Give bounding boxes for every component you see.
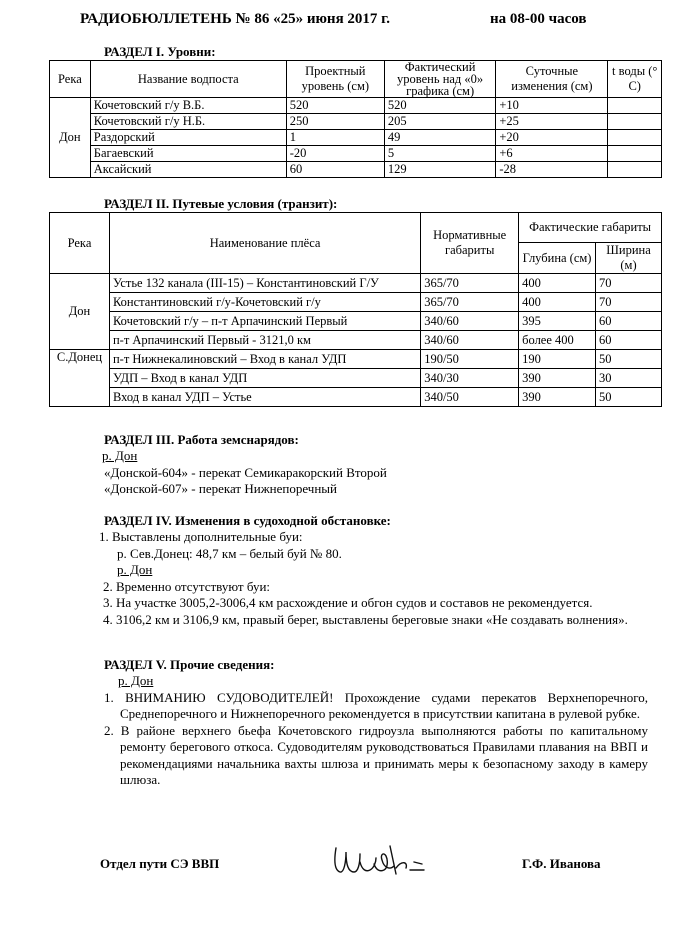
navigation-changes xyxy=(99,529,659,628)
water-temp xyxy=(608,162,662,178)
reach-name: п-т Нижнекалиновский – Вход в канал УДП xyxy=(109,350,420,369)
levels-header-change: Суточные изменения (см) xyxy=(496,61,608,98)
list-item: 2. В районе верхнего бьефа Кочетовского гидроузла выполняются работы по капитальному ремонту берегового откоса. Судоводителям руководствоваться Правилами плавания на ВВП и рекомендациями начальника вахты шлюза и принимать меры к безопасному заходу в камеру шлюза. xyxy=(104,722,648,787)
levels-table xyxy=(49,60,662,178)
normative-dims: 340/50 xyxy=(421,388,519,407)
project-level: 60 xyxy=(286,162,384,178)
reach-name: УДП – Вход в канал УДП xyxy=(109,369,420,388)
daily-change: +20 xyxy=(496,130,608,146)
table-row xyxy=(50,331,662,350)
route-header-row xyxy=(50,213,662,243)
normative-dims: 365/70 xyxy=(421,274,519,293)
route-header-actual: Фактические габариты xyxy=(519,213,662,243)
levels-header-actual: Фактический уровень над «0» графика (см) xyxy=(384,61,495,98)
list-item: 4. 3106,2 км и 3106,9 км, правый берег, выставлены береговые знаки «Не создавать волнения». xyxy=(103,611,628,627)
levels-header-name: Название водпоста xyxy=(90,61,286,98)
actual-width: 60 xyxy=(596,331,662,350)
actual-level: 205 xyxy=(384,114,495,130)
reach-name: Устье 132 канала (III-15) – Константиновский Г/У xyxy=(109,274,420,293)
project-level: -20 xyxy=(286,146,384,162)
actual-depth: 395 xyxy=(519,312,596,331)
section5-river: р. Дон xyxy=(118,673,154,688)
water-temp xyxy=(608,98,662,114)
signature-icon xyxy=(330,840,430,880)
table-row xyxy=(50,293,662,312)
section3-river: р. Дон xyxy=(102,448,138,463)
list-item: 1. ВНИМАНИЮ СУДОВОДИТЕЛЕЙ! Прохождение судами перекатов Верхнепоречного, Среднепоречного и Нижнепоречного рекомендуется в присутствии капитана в рулевой рубке. xyxy=(104,689,648,721)
gauge-name: Багаевский xyxy=(90,146,286,162)
section1-title: РАЗДЕЛ I. Уровни: xyxy=(104,44,216,59)
actual-width: 70 xyxy=(596,274,662,293)
daily-change: +6 xyxy=(496,146,608,162)
route-header-depth: Глубина (см) xyxy=(519,243,596,274)
levels-header-project: Проектный уровень (см) xyxy=(286,61,384,98)
actual-depth: 190 xyxy=(519,350,596,369)
levels-header-river: Река xyxy=(50,61,91,98)
actual-level: 520 xyxy=(384,98,495,114)
route-header-width: Ширина (м) xyxy=(596,243,662,274)
section4-river: р. Дон xyxy=(117,562,153,577)
gauge-name: Раздорский xyxy=(90,130,286,146)
route-river-donets: С.Донец xyxy=(50,350,110,407)
table-row xyxy=(50,312,662,331)
list-item: р. Сев.Донец: 48,7 км – белый буй № 80. xyxy=(117,545,342,561)
actual-level: 49 xyxy=(384,130,495,146)
actual-width: 30 xyxy=(596,369,662,388)
actual-depth: 400 xyxy=(519,274,596,293)
route-header-river: Река xyxy=(50,213,110,274)
table-row xyxy=(50,162,662,178)
bulletin-time: на 08-00 часов xyxy=(490,11,587,27)
actual-level: 129 xyxy=(384,162,495,178)
list-item: «Донской-607» - перекат Нижнепоречный xyxy=(104,481,337,496)
actual-depth: 390 xyxy=(519,369,596,388)
route-river-don: Дон xyxy=(50,274,110,350)
reach-name: п-т Арпачинский Первый - 3121,0 км xyxy=(109,331,420,350)
levels-header-temp: t воды (° С) xyxy=(608,61,662,98)
project-level: 1 xyxy=(286,130,384,146)
section5-title: РАЗДЕЛ V. Прочие сведения: xyxy=(104,657,275,672)
normative-dims: 340/60 xyxy=(421,312,519,331)
water-temp xyxy=(608,114,662,130)
table-row xyxy=(50,98,662,114)
levels-header-row xyxy=(50,61,662,98)
gauge-name: Кочетовский г/у Н.Б. xyxy=(90,114,286,130)
actual-width: 50 xyxy=(596,388,662,407)
normative-dims: 340/30 xyxy=(421,369,519,388)
bulletin-header xyxy=(80,11,640,28)
reach-name: Вход в канал УДП – Устье xyxy=(109,388,420,407)
actual-width: 60 xyxy=(596,312,662,331)
table-row xyxy=(50,146,662,162)
table-row xyxy=(50,350,662,369)
list-item: 1. Выставлены дополнительные буи: xyxy=(99,529,303,544)
signatory-name: Г.Ф. Иванова xyxy=(522,856,601,871)
list-item: 2. Временно отсутствуют буи: xyxy=(103,578,271,594)
actual-level: 5 xyxy=(384,146,495,162)
department-label: Отдел пути СЭ ВВП xyxy=(100,856,220,871)
table-row xyxy=(50,388,662,407)
route-table xyxy=(49,212,662,407)
water-temp xyxy=(608,130,662,146)
daily-change: +25 xyxy=(496,114,608,130)
normative-dims: 190/50 xyxy=(421,350,519,369)
levels-river-cell: Дон xyxy=(50,98,91,178)
gauge-name: Кочетовский г/у В.Б. xyxy=(90,98,286,114)
table-row xyxy=(50,369,662,388)
table-row xyxy=(50,130,662,146)
table-row xyxy=(50,274,662,293)
dredgers-list xyxy=(102,448,387,498)
actual-width: 50 xyxy=(596,350,662,369)
water-temp xyxy=(608,146,662,162)
section2-title: РАЗДЕЛ II. Путевые условия (транзит): xyxy=(104,196,338,211)
other-info xyxy=(102,673,650,789)
reach-name: Кочетовский г/у – п-т Арпачинский Первый xyxy=(109,312,420,331)
normative-dims: 340/60 xyxy=(421,331,519,350)
table-row xyxy=(50,114,662,130)
actual-depth: 390 xyxy=(519,388,596,407)
route-header-normative: Нормативные габариты xyxy=(421,213,519,274)
reach-name: Константиновский г/у-Кочетовский г/у xyxy=(109,293,420,312)
project-level: 520 xyxy=(286,98,384,114)
list-item: 3. На участке 3005,2-3006,4 км расхождение и обгон судов и составов не рекомендуется. xyxy=(103,595,593,610)
bulletin-title: РАДИОБЮЛЛЕТЕНЬ № 86 «25» июня 2017 г. xyxy=(80,11,391,27)
route-header-name: Наименование плёса xyxy=(109,213,420,274)
actual-depth: более 400 xyxy=(519,331,596,350)
normative-dims: 365/70 xyxy=(421,293,519,312)
section3-title: РАЗДЕЛ III. Работа земснарядов: xyxy=(104,432,299,447)
actual-width: 70 xyxy=(596,293,662,312)
list-item: «Донской-604» - перекат Семикаракорский Второй xyxy=(104,464,387,480)
daily-change: -28 xyxy=(496,162,608,178)
project-level: 250 xyxy=(286,114,384,130)
daily-change: +10 xyxy=(496,98,608,114)
gauge-name: Аксайский xyxy=(90,162,286,178)
actual-depth: 400 xyxy=(519,293,596,312)
section4-title: РАЗДЕЛ IV. Изменения в судоходной обстановке: xyxy=(104,513,391,528)
